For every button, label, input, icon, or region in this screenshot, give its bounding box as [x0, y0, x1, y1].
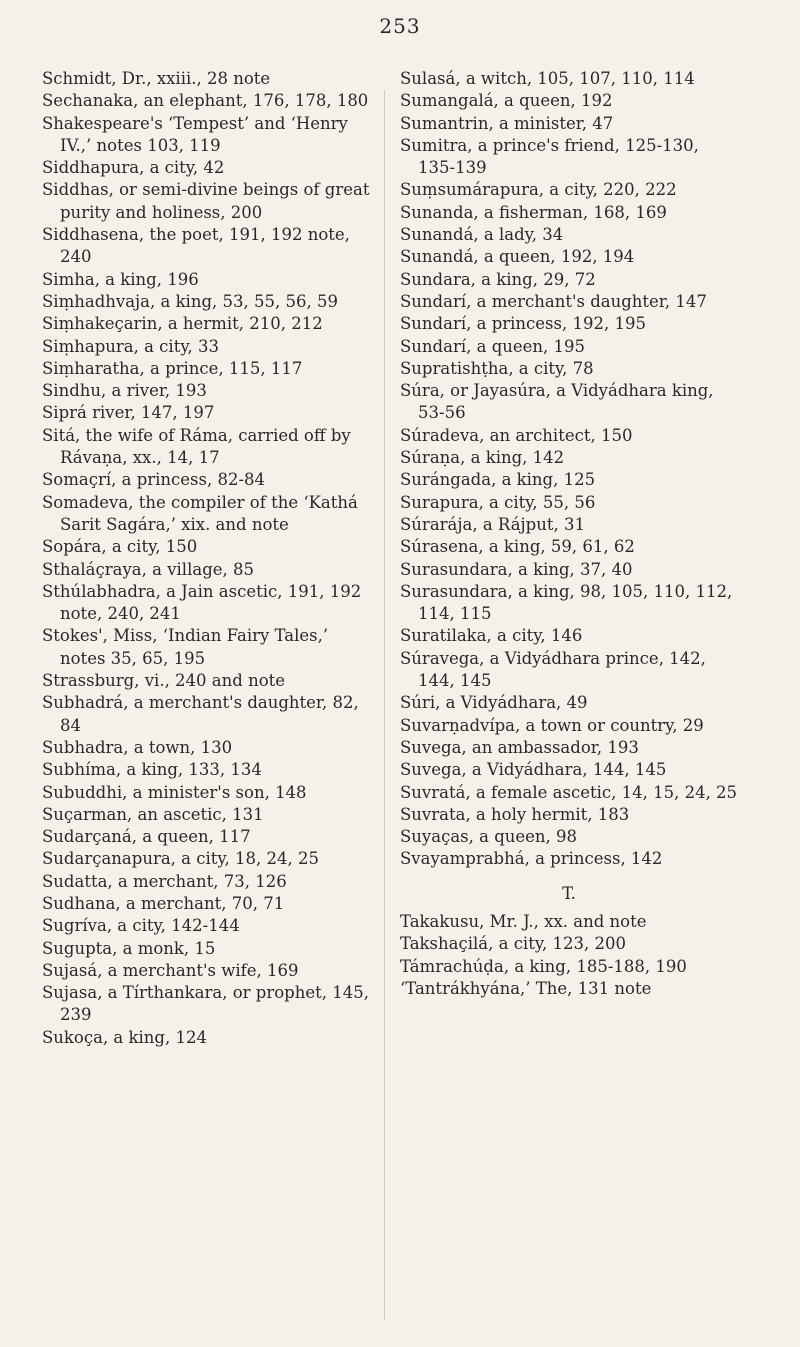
index-entry: Sumitra, a prince's friend, 125-130, 135-139 [400, 135, 699, 178]
index-entry: Surángada, a king, 125 [400, 470, 596, 490]
index-entry: Suvrata, a holy hermit, 183 [400, 804, 630, 824]
index-entry: Sundara, a king, 29, 72 [400, 269, 596, 289]
index-section-s [400, 68, 738, 871]
index-entry: Subhíma, a king, 133, 134 [42, 760, 262, 780]
index-entry: Takshaçilá, a city, 123, 200 [400, 934, 626, 954]
index-entry: Sthaláçraya, a village, 85 [42, 559, 255, 579]
index-entry: Súra, or Jayasúra, a Vidyádhara king, 53-56 [400, 381, 714, 423]
index-entry: Sudarçanapura, a city, 18, 24, 25 [42, 849, 319, 869]
index-entry: Siddhapura, a city, 42 [42, 158, 225, 178]
index-entry: Suvega, an ambassador, 193 [400, 737, 639, 757]
index-entry: Shakespeare's ‘Tempest’ and ‘Henry IV.,’ notes 103, 119 [42, 113, 348, 155]
index-entry: Sukoça, a king, 124 [42, 1027, 207, 1047]
index-column-left [42, 68, 377, 1049]
index-entry: Subhadra, a town, 130 [42, 737, 233, 757]
index-entry: Sopára, a city, 150 [42, 537, 198, 557]
index-entry: Súrarája, a Rájput, 31 [400, 514, 585, 534]
section-letter-heading: T. [562, 883, 576, 903]
index-entry: Siddhas, or semi-divine beings of great purity and holiness, 200 [42, 180, 370, 222]
index-entry: Sunanda, a fisherman, 168, 169 [400, 202, 667, 222]
index-entry: Sugupta, a monk, 15 [42, 938, 216, 958]
index-entry: Súraṇa, a king, 142 [400, 448, 565, 468]
index-entry: Subuddhi, a minister's son, 148 [42, 782, 307, 802]
index-entry: Schmidt, Dr., xxiii., 28 note [42, 69, 271, 88]
index-entry: Siprá river, 147, 197 [42, 403, 215, 423]
index-entry: Sunandá, a queen, 192, 194 [400, 247, 635, 267]
index-entry: Sumangalá, a queen, 192 [400, 91, 613, 111]
index-entry: Takakusu, Mr. J., xx. and note [400, 911, 647, 931]
index-entry: Siṃhapura, a city, 33 [42, 336, 219, 356]
index-entry: Sitá, the wife of Ráma, carried off by Rávaṇa, xx., 14, 17 [42, 425, 351, 468]
index-entry: Surapura, a city, 55, 56 [400, 492, 596, 512]
index-entry: Subhadrá, a merchant's daughter, 82, 84 [42, 693, 359, 735]
index-entry: Sujasa, a Tírthankara, or prophet, 145, 239 [42, 983, 369, 1025]
index-entry: Sindhu, a river, 193 [42, 381, 207, 401]
index-entry: Strassburg, vi., 240 and note [42, 671, 286, 691]
index-entry: Supratishṭha, a city, 78 [400, 358, 594, 378]
index-entry: Suvega, a Vidyádhara, 144, 145 [400, 760, 667, 780]
index-entry: Siddhasena, the poet, 191, 192 note, 240 [42, 225, 350, 267]
index-entry: Somaçrí, a princess, 82-84 [42, 470, 266, 490]
index-section-t [400, 911, 738, 1000]
index-entry: Sundarí, a queen, 195 [400, 336, 586, 356]
index-entry: Suvarṇadvípa, a town or country, 29 [400, 715, 704, 735]
index-column-right [400, 68, 738, 1000]
index-entry: Suçarman, an ascetic, 131 [42, 804, 264, 824]
index-entry: Sthúlabhadra, a Jain ascetic, 191, 192 note, 240, 241 [42, 581, 362, 624]
index-entry: Sundarí, a merchant's daughter, 147 [400, 291, 707, 311]
index-entry: Suyaças, a queen, 98 [400, 827, 578, 847]
index-entry: ‘Tantrákhyána,’ The, 131 note [400, 978, 652, 998]
index-entry: Sujasá, a merchant's wife, 169 [42, 960, 299, 980]
page-number: 253 [379, 14, 421, 38]
index-entry: Siṃhakeçarin, a hermit, 210, 212 [42, 314, 323, 334]
index-entry: Sunandá, a lady, 34 [400, 225, 564, 245]
index-entry: Sulasá, a witch, 105, 107, 110, 114 [400, 69, 695, 88]
index-entry: Surasundara, a king, 98, 105, 110, 112, 114, 115 [400, 581, 733, 624]
index-entry: Somadeva, the compiler of the ‘Kathá Sarit Sagára,’ xix. and note [42, 492, 358, 534]
column-divider [384, 90, 385, 1320]
index-entry: Surasundara, a king, 37, 40 [400, 559, 633, 579]
index-entry: Sundarí, a princess, 192, 195 [400, 314, 646, 334]
index-entry: Svayamprabhá, a princess, 142 [400, 849, 663, 869]
index-entry: Súrasena, a king, 59, 61, 62 [400, 537, 635, 557]
index-entry: Sechanaka, an elephant, 176, 178, 180 [42, 91, 369, 111]
index-entry: Sudarçaná, a queen, 117 [42, 827, 251, 847]
index-entry: Súri, a Vidyádhara, 49 [400, 693, 588, 713]
index-entry: Suvratá, a female ascetic, 14, 15, 24, 25 [400, 782, 738, 802]
index-entry: Súradeva, an architect, 150 [400, 425, 633, 445]
index-entry: Súravega, a Vidyádhara prince, 142, 144, 145 [400, 648, 706, 691]
index-entry: Suratilaka, a city, 146 [400, 626, 583, 646]
index-entry: Suṃsumárapura, a city, 220, 222 [400, 180, 677, 200]
index-entry: Simha, a king, 196 [42, 269, 199, 289]
index-entry: Siṃhadhvaja, a king, 53, 55, 56, 59 [42, 291, 338, 311]
index-entry: Sugríva, a city, 142-144 [42, 916, 240, 936]
index-entry: Sumantrin, a minister, 47 [400, 113, 614, 133]
index-entry: Sudatta, a merchant, 73, 126 [42, 871, 287, 891]
index-entry: Siṃharatha, a prince, 115, 117 [42, 358, 303, 378]
index-entry: Támrachúḍa, a king, 185-188, 190 [400, 956, 687, 976]
index-entry: Stokes', Miss, ‘Indian Fairy Tales,’ notes 35, 65, 195 [42, 626, 329, 668]
index-entry: Sudhana, a merchant, 70, 71 [42, 893, 285, 913]
